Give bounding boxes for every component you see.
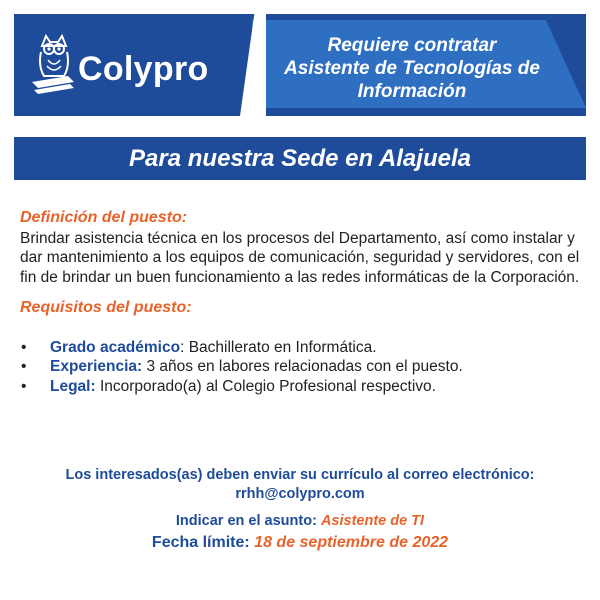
requirement-label: Legal: [50, 377, 96, 395]
requirement-item [20, 377, 586, 397]
deadline-line [0, 533, 600, 553]
subject-value: Asistente de TI [320, 513, 425, 529]
deadline-value: 18 de septiembre de 2022 [254, 534, 449, 551]
requirements-heading: Requisitos del puesto: [20, 299, 192, 316]
contact-section [0, 466, 600, 553]
bullet-icon: • [21, 338, 27, 356]
header-line-2: Asistente de Tecnologías de [284, 58, 540, 79]
requirement-text: 3 años en labores relacionadas con el puesto. [146, 358, 463, 375]
requirement-text: Bachillerato en Informática. [188, 338, 377, 356]
brand-name: Colypro [78, 50, 209, 88]
requirement-text: Incorporado(a) al Colegio Profesional respectivo. [99, 377, 436, 395]
owl-on-books-icon [28, 30, 80, 104]
requirement-label: Grado académico [50, 338, 181, 356]
colypro-logo [28, 30, 228, 104]
requirements-list [20, 338, 586, 397]
header-line-3: Información [357, 81, 467, 102]
bullet-icon: • [21, 377, 27, 395]
bullet-icon: • [21, 358, 27, 375]
contact-instructions: Los interesados(as) deben enviar su currículo al correo electrónico: [65, 467, 535, 483]
requirement-item [20, 338, 586, 358]
definition-heading: Definición del puesto: [20, 209, 188, 226]
definition-text: Brindar asistencia técnica en los procesos del Departamento, así como instalar y dar mantenimiento a los equipos de comunicación, seguridad y servidores, con el fin de brindar un buen funcionamiento a las redes informáticas de la Corporación. [20, 229, 580, 286]
requirement-separator: : [180, 338, 189, 356]
requirement-item [20, 357, 586, 377]
subject-line [0, 512, 600, 531]
subject-label: Indicar en el asunto: [175, 513, 321, 529]
header-line-1: Requiere contratar [327, 35, 497, 56]
contact-email[interactable]: rrhh@colypro.com [235, 486, 365, 502]
deadline-label: Fecha límite: [151, 534, 255, 551]
requirement-label: Experiencia: [50, 358, 143, 375]
job-description-body [20, 208, 586, 396]
job-title-heading [262, 34, 562, 103]
location-banner: Para nuestra Sede en Alajuela [14, 137, 586, 180]
